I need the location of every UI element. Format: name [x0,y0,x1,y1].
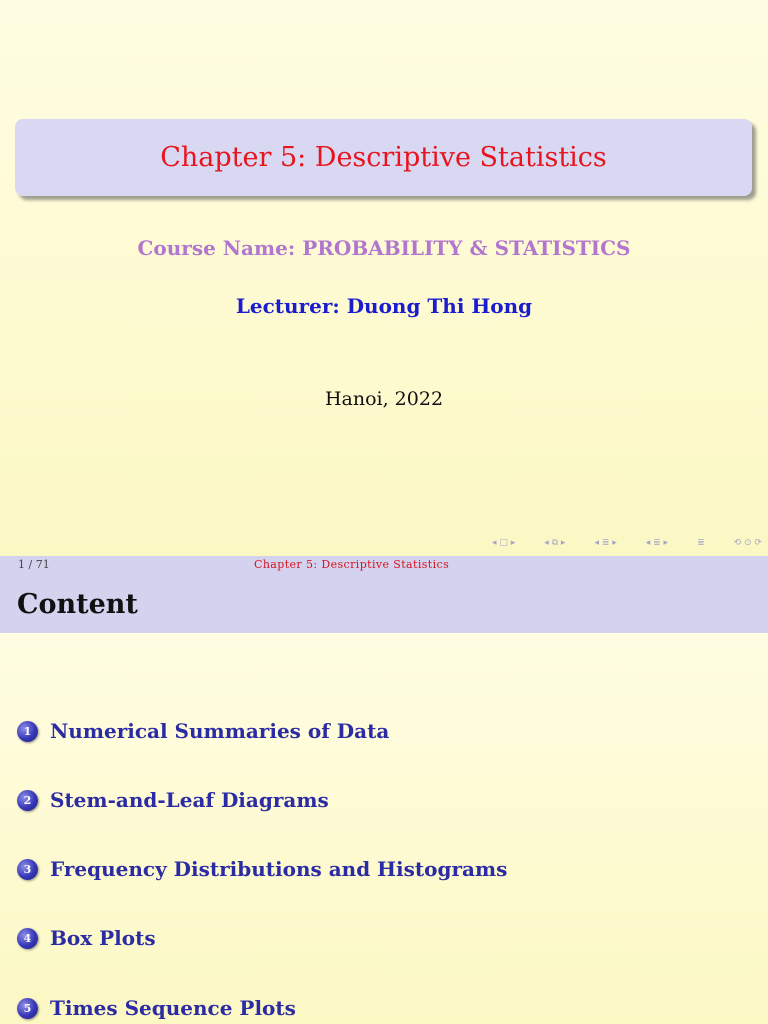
toc-number-bullet: 5 [17,998,38,1019]
course-name: Course Name: PROBABILITY & STATISTICS [137,236,631,260]
toc-item-label: Numerical Summaries of Data [50,719,390,743]
slide-footer [0,556,768,575]
toc-item-label: Box Plots [50,926,156,950]
toc-item-label: Times Sequence Plots [50,996,296,1020]
toc-number-bullet: 4 [17,928,38,949]
toc-item-stem-and-leaf[interactable] [17,787,329,813]
toc-item-numerical-summaries[interactable] [17,718,389,744]
toc-item-box-plots[interactable] [17,925,156,951]
lecturer-name: Lecturer: Duong Thi Hong [235,294,533,318]
title-box [15,119,752,196]
toc-number-bullet: 3 [17,859,38,880]
beamer-navigation-bar [492,536,762,550]
toc-number-bullet: 2 [17,790,38,811]
nav-subsection-arrows-icon[interactable]: ◂ ⧉ ▸ [544,538,566,548]
nav-section-arrows-icon[interactable]: ◂ ≣ ▸ [594,538,617,548]
content-heading: Content [17,589,138,620]
nav-search-back-icon[interactable]: ⟲ ⊙ ⟳ [733,538,762,548]
nav-frame-arrows-icon[interactable]: ◂ □ ▸ [492,538,516,548]
nav-align-icon[interactable]: ≣ [697,538,705,548]
content-header [0,575,768,633]
toc-item-label: Stem-and-Leaf Diagrams [50,788,329,812]
toc-item-label: Frequency Distributions and Histograms [50,857,508,881]
toc-item-frequency-distributions[interactable] [17,856,507,882]
footer-chapter-title: Chapter 5: Descriptive Statistics [254,558,450,571]
toc-number-bullet: 1 [17,721,38,742]
slide-title: Chapter 5: Descriptive Statistics [160,142,607,173]
page-number: 1 / 71 [18,558,50,571]
content-slide [0,633,768,1024]
toc-item-time-sequence-plots[interactable] [17,995,296,1021]
place-date: Hanoi, 2022 [324,388,444,410]
nav-part-arrows-icon[interactable]: ◂ ≣ ▸ [645,538,669,548]
